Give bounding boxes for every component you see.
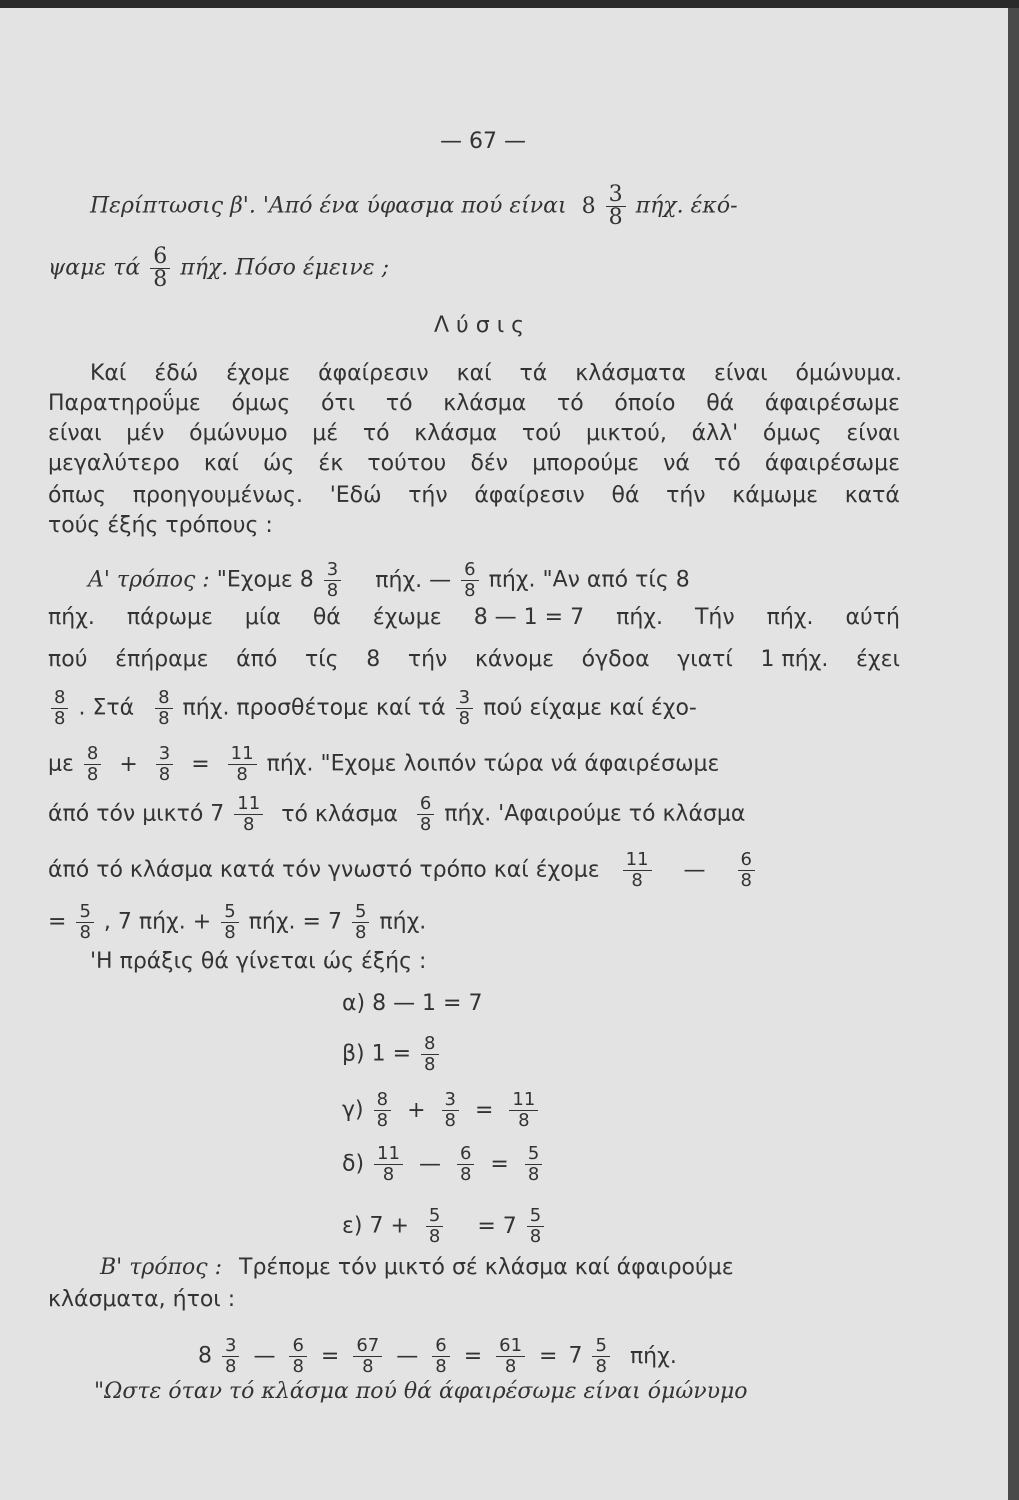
fraction: $\frac{5}{8}$ xyxy=(527,1206,544,1247)
case-unit: πήχ. έκό- xyxy=(635,193,738,219)
fraction: $\frac{6}{8}$ xyxy=(461,560,478,601)
method-a-line-7: άπό τό κλάσμα κατά τόν γνωστό τρόπο καί έχομε $\frac{11}{8}$ — $\frac{6}{8}$ xyxy=(48,850,758,891)
equation-alpha: α) 8 — 1 = 7 xyxy=(342,991,483,1016)
fraction: $\frac{5}{8}$ xyxy=(352,902,369,943)
word: όπως xyxy=(48,483,107,508)
method-b-label: Β' τρόπος : xyxy=(100,1255,222,1280)
word: γιατί xyxy=(677,647,733,672)
word: άπό xyxy=(236,647,278,672)
word: 8 xyxy=(366,647,381,672)
word: όμώνυμο xyxy=(189,421,288,446)
word: Τήν xyxy=(694,605,735,630)
method-a-line-4: $\frac{8}{8}$ . Στά $\frac{8}{8}$ πήχ. προσθέτομε καί τά $\frac{3}{8}$ πού είχαμε καί έχο- xyxy=(48,688,697,729)
fraction: $\frac{3}{8}$ xyxy=(442,1090,459,1131)
word: θά xyxy=(611,483,640,508)
equation-beta: β) 1 = $\frac{8}{8}$ xyxy=(342,1034,442,1075)
word: θά xyxy=(706,391,735,416)
equation-epsilon: ε) 7 + $\frac{5}{8}$ = 7 $\frac{5}{8}$ xyxy=(342,1206,547,1247)
word: καί xyxy=(456,361,492,386)
word: τό xyxy=(362,421,390,446)
page-number: — 67 — xyxy=(440,129,526,154)
method-a-label: Α' τρόπος : xyxy=(88,567,210,593)
word: αύτή xyxy=(845,605,900,630)
fraction: $\frac{8}{8}$ xyxy=(374,1090,391,1131)
word: νά xyxy=(663,451,690,476)
fraction: $\frac{6}{8}$ xyxy=(457,1144,474,1185)
word: πάρωμε xyxy=(126,605,213,630)
method-b-line-2: κλάσματα, ήτοι : xyxy=(48,1287,236,1312)
word: κάνομε xyxy=(474,647,555,672)
fraction: $\frac{3}{8}$ xyxy=(606,184,626,229)
word: κλάσμα xyxy=(414,421,498,446)
fraction: $\frac{6}{8}$ xyxy=(417,794,434,835)
fraction: $\frac{8}{8}$ xyxy=(421,1034,438,1075)
word: ώς xyxy=(262,451,295,476)
fraction: $\frac{3}{8}$ xyxy=(456,688,473,729)
method-a-line-6: άπό τόν μικτό 7 $\frac{11}{8}$ τό κλάσμα $\frac{6}{8}$ πήχ. 'Αφαιρούμε τό κλάσμα xyxy=(48,793,746,835)
word: άφαίρεσιν xyxy=(474,483,585,508)
paragraph-line xyxy=(48,482,900,510)
paragraph-line xyxy=(48,390,900,418)
fraction: $\frac{5}{8}$ xyxy=(592,1336,609,1377)
word: πήχ. xyxy=(766,605,814,630)
fraction: $\frac{67}{8}$ xyxy=(353,1336,382,1377)
fraction: $\frac{11}{8}$ xyxy=(228,744,257,785)
word: 'Εδώ xyxy=(329,483,382,508)
word: μέν xyxy=(126,421,165,446)
paragraph-line xyxy=(90,360,902,388)
method-a-line-9: 'Η πράξις θά γίνεται ώς έξής : xyxy=(90,949,427,974)
word: τό xyxy=(385,391,413,416)
word: προηγουμένως. xyxy=(132,483,304,508)
word: άφαιρέσωμε xyxy=(764,391,900,416)
word: θά xyxy=(312,605,341,630)
word: πήχ. xyxy=(616,605,663,630)
fraction: $\frac{5}{8}$ xyxy=(525,1144,542,1185)
word: κάμωμε xyxy=(732,483,819,508)
word: είναι xyxy=(713,361,768,386)
word: τά xyxy=(519,361,548,386)
fraction: $\frac{3}{8}$ xyxy=(156,744,173,785)
fraction: $\frac{8}{8}$ xyxy=(155,688,172,729)
fraction: $\frac{11}{8}$ xyxy=(374,1144,403,1185)
case-title-line xyxy=(90,184,738,229)
fraction: $\frac{5}{8}$ xyxy=(426,1206,443,1247)
paragraph-line: τούς έξής τρόπους : xyxy=(48,513,273,538)
page-edge xyxy=(1008,0,1019,1500)
word: κατά xyxy=(844,483,900,508)
word: ότι xyxy=(320,391,356,416)
fraction: $\frac{61}{8}$ xyxy=(496,1336,525,1377)
fraction: $\frac{8}{8}$ xyxy=(84,744,101,785)
word: έπήραμε xyxy=(115,647,209,672)
method-a-line-1: Α' τρόπος : "Εχομε 8 $\frac{3}{8}$ πήχ. — $\frac{6}{8}$ πήχ. "Αν από τίς 8 xyxy=(88,559,690,601)
word: όγδοα xyxy=(581,647,650,672)
word: πού xyxy=(48,647,88,672)
word: είναι xyxy=(48,421,102,446)
word: τίς xyxy=(304,647,339,672)
word: τήν xyxy=(407,647,448,672)
case-text: 'Από ένα ύφασμα πού είναι xyxy=(262,193,567,219)
equation-gamma: γ) $\frac{8}{8}$ + $\frac{3}{8}$ = $\frac{11}{8}$ xyxy=(342,1090,541,1131)
word: κλάσμα xyxy=(443,391,527,416)
fraction: $\frac{6}{8}$ xyxy=(432,1336,449,1377)
word: έχει xyxy=(856,647,900,672)
fraction: $\frac{3}{8}$ xyxy=(222,1336,239,1377)
word: τούτου xyxy=(367,451,447,476)
method-a-line-2 xyxy=(48,604,900,632)
word: μικτού, xyxy=(586,421,667,446)
case-line-2: ψαμε τά $\frac{6}{8}$ πήχ. Πόσο έμεινε ; xyxy=(48,244,389,292)
method-b-equation: 8 $\frac{3}{8}$ — $\frac{6}{8}$ = $\frac{67}{8}$ — $\frac{6}{8}$ = $\frac{61}{8}$ = 7 $\frac{5}{8}$ πήχ. xyxy=(198,1335,677,1377)
word: όποίο xyxy=(614,391,676,416)
word: όμώνυμα. xyxy=(795,361,902,386)
equation-delta: δ) $\frac{11}{8}$ — $\frac{6}{8}$ = $\frac{5}{8}$ xyxy=(342,1144,545,1185)
word: καί xyxy=(203,451,239,476)
word: μία xyxy=(244,605,281,630)
word: τήν xyxy=(408,483,448,508)
closing-line: "Ωστε όταν τό κλάσμα πού θά άφαιρέσωμε είναι όμώνυμο xyxy=(94,1379,748,1404)
fraction: $\frac{11}{8}$ xyxy=(623,850,652,891)
word: Καί xyxy=(90,361,127,386)
word: άλλ' xyxy=(691,421,739,446)
word: πήχ. xyxy=(48,605,95,630)
paragraph-line xyxy=(48,450,900,478)
fraction: $\frac{6}{8}$ xyxy=(289,1336,306,1377)
word: είναι xyxy=(846,421,900,446)
fraction: $\frac{3}{8}$ xyxy=(324,560,341,601)
word: άφαιρέσωμε xyxy=(764,451,900,476)
word: κλάσματα xyxy=(575,361,686,386)
top-edge xyxy=(0,0,1019,8)
fraction: $\frac{5}{8}$ xyxy=(76,902,93,943)
word: τού xyxy=(521,421,562,446)
method-a-line-5: με $\frac{8}{8}$ + $\frac{3}{8}$ = $\frac{11}{8}$ πήχ. "Εχομε λοιπόν τώρα νά άφαιρέσωμε xyxy=(48,743,720,785)
fraction: $\frac{5}{8}$ xyxy=(221,902,238,943)
word: μέ xyxy=(312,421,339,446)
word: τό xyxy=(556,391,584,416)
word: όμως xyxy=(762,421,822,446)
case-title: Περίπτωσις β'. xyxy=(90,193,256,219)
word: 1 πήχ. xyxy=(760,647,829,672)
word: δέν xyxy=(470,451,509,476)
word: άφαίρεσιν xyxy=(318,361,429,386)
mixed-whole: 8 xyxy=(581,193,596,219)
word: τήν xyxy=(666,483,706,508)
method-a-line-3 xyxy=(48,646,900,674)
fraction: $\frac{6}{8}$ xyxy=(150,246,170,291)
fraction: $\frac{11}{8}$ xyxy=(509,1090,538,1131)
word: μεγαλύτερο xyxy=(48,451,180,476)
word: όμως xyxy=(231,391,291,416)
solution-heading: Λ ύ σ ι ς xyxy=(434,313,525,338)
word: Παρατηροΰμε xyxy=(48,391,201,416)
word: έχομε xyxy=(226,361,291,386)
fraction: $\frac{11}{8}$ xyxy=(234,794,263,835)
fraction: $\frac{6}{8}$ xyxy=(738,850,755,891)
word: έκ xyxy=(318,451,344,476)
word: τό xyxy=(714,451,741,476)
method-a-line-8: = $\frac{5}{8}$ , 7 πήχ. + $\frac{5}{8}$ πήχ. = 7 $\frac{5}{8}$ πήχ. xyxy=(48,901,427,943)
word: μπορούμε xyxy=(532,451,639,476)
paragraph-line xyxy=(48,420,900,448)
word: έχωμε xyxy=(372,605,442,630)
word: έδώ xyxy=(154,361,199,386)
method-b-line-1: Β' τρόπος : Τρέπομε τόν μικτό σέ κλάσμα καί άφαιρούμε xyxy=(100,1255,734,1280)
fraction: $\frac{8}{8}$ xyxy=(51,688,68,729)
word: 8 — 1 = 7 xyxy=(473,605,585,630)
